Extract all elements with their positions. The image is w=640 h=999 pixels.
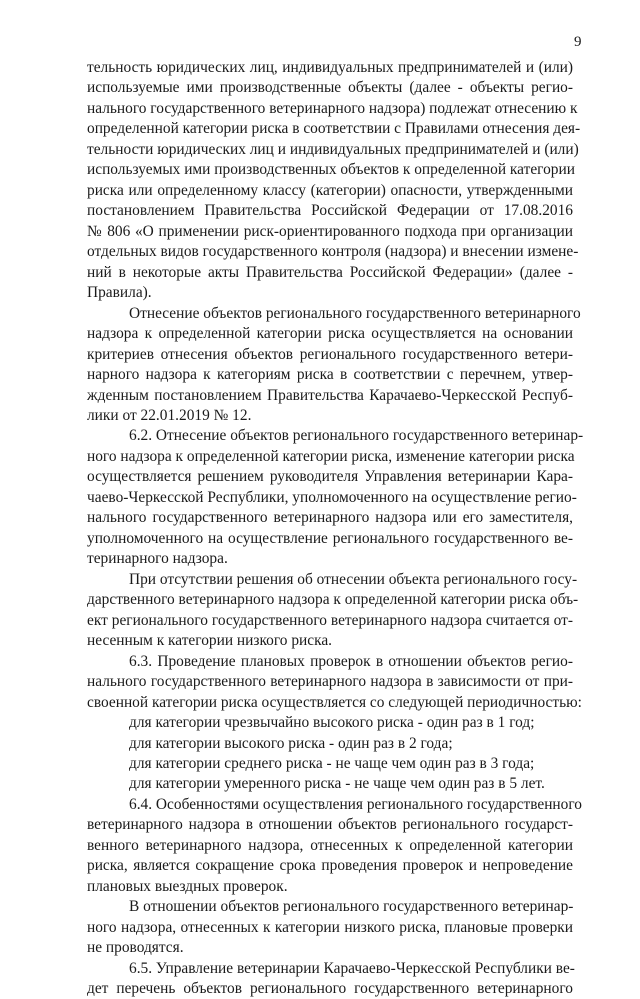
text-line: определенной категории риска в соответствии с Правилами отнесения дея- [87, 120, 581, 138]
text-line: ект регионального государственного ветеринарного надзора считается от- [87, 611, 573, 629]
text-line: Отнесение объектов регионального государственного ветеринарного [129, 304, 581, 322]
text-line: нального государственного ветеринарного надзора или его заместителя, [87, 509, 573, 527]
text-line: критериев отнесения объектов регионального государственного ветери- [87, 345, 573, 363]
text-line: ного надзора к определенной категории риска, изменение категории риска [87, 447, 575, 465]
text-line: используемых ими производственных объектов к определенной категории [87, 161, 575, 179]
text-line: № 806 «О применении риск-ориентированного подхода при организации [87, 222, 573, 240]
text-line: жденным постановлением Правительства Карачаево-Черкесской Респуб- [87, 386, 573, 404]
text-line: риска или определенному классу (категории) опасности, утвержденными [87, 181, 573, 199]
text-line: 6.5. Управление ветеринарии Карачаево-Черкесской Республики ве- [129, 959, 575, 977]
text-line: для категории чрезвычайно высокого риска - один раз в 1 год; [129, 714, 535, 732]
text-line: своенной категории риска осуществляется со следующей периодичностью: [87, 693, 582, 711]
text-line: надзора к определенной категории риска осуществляется на основании [87, 325, 573, 343]
text-line: ного надзора, отнесенных к категории низкого риска, плановые проверки [87, 918, 573, 936]
text-line: для категории высокого риска - один раз в 2 года; [129, 734, 453, 752]
text-line: нального государственного ветеринарного надзора) подлежат отнесению к [87, 99, 578, 117]
text-line: лики от 22.01.2019 № 12. [87, 406, 252, 424]
text-line: чаево-Черкесской Республики, уполномоченного на осуществление регио- [87, 488, 577, 506]
text-line: постановлением Правительства Российской Федерации от 17.08.2016 [87, 202, 573, 220]
text-line: Правила). [87, 284, 152, 302]
text-line: нального государственного ветеринарного надзора в зависимости от при- [87, 673, 573, 691]
text-line: 6.4. Особенностями осуществления регионального государственного [129, 795, 582, 813]
text-line: отдельных видов государственного контроля (надзора) и внесении измене- [87, 243, 579, 261]
text-line: осуществляется решением руководителя Управления ветеринарии Кара- [87, 468, 573, 486]
text-line: тельность юридических лиц, индивидуальных предпринимателей и (или) [87, 59, 573, 76]
text-line: В отношении объектов регионального государственного ветеринар- [129, 898, 574, 916]
text-line: нарного надзора к категориям риска в соответствии с перечнем, утвер- [87, 366, 573, 384]
text-line: ний в некоторые акты Правительства Российской Федерации» (далее - [87, 263, 573, 281]
text-line: дарственного ветеринарного надзора к определенной категории риска объ- [87, 591, 579, 609]
text-line: для категории умеренного риска - не чаще чем один раз в 5 лет. [129, 775, 545, 793]
text-line: не проводятся. [87, 939, 184, 957]
text-line: теринарного надзора. [87, 550, 228, 568]
text-line: несенным к категории низкого риска. [87, 632, 333, 650]
text-line: тельности юридических лиц и индивидуальных предпринимателей и (или) [87, 140, 579, 158]
text-line: дет перечень объектов регионального государственного ветеринарного [87, 980, 573, 998]
text-line: уполномоченного на осуществление регионального государственного ве- [87, 529, 573, 547]
text-line: 6.3. Проведение плановых проверок в отношении объектов регио- [129, 652, 573, 670]
text-line: ветеринарного надзора в отношении объектов регионального государст- [87, 816, 573, 834]
text-line: 6.2. Отнесение объектов регионального государственного ветеринар- [129, 427, 584, 445]
page-number: 9 [574, 34, 582, 50]
text-line: венного ветеринарного надзора, отнесенных к определенной категории [87, 836, 573, 854]
text-line: риска, является сокращение срока проведения проверок и непроведение [87, 857, 573, 875]
text-line: для категории среднего риска - не чаще чем один раз в 3 года; [129, 754, 535, 772]
text-line: плановых выездных проверок. [87, 877, 288, 895]
text-line: При отсутствии решения об отнесении объекта регионального госу- [129, 570, 578, 588]
text-line: используемые ими производственные объекты (далее - объекты регио- [87, 79, 573, 97]
